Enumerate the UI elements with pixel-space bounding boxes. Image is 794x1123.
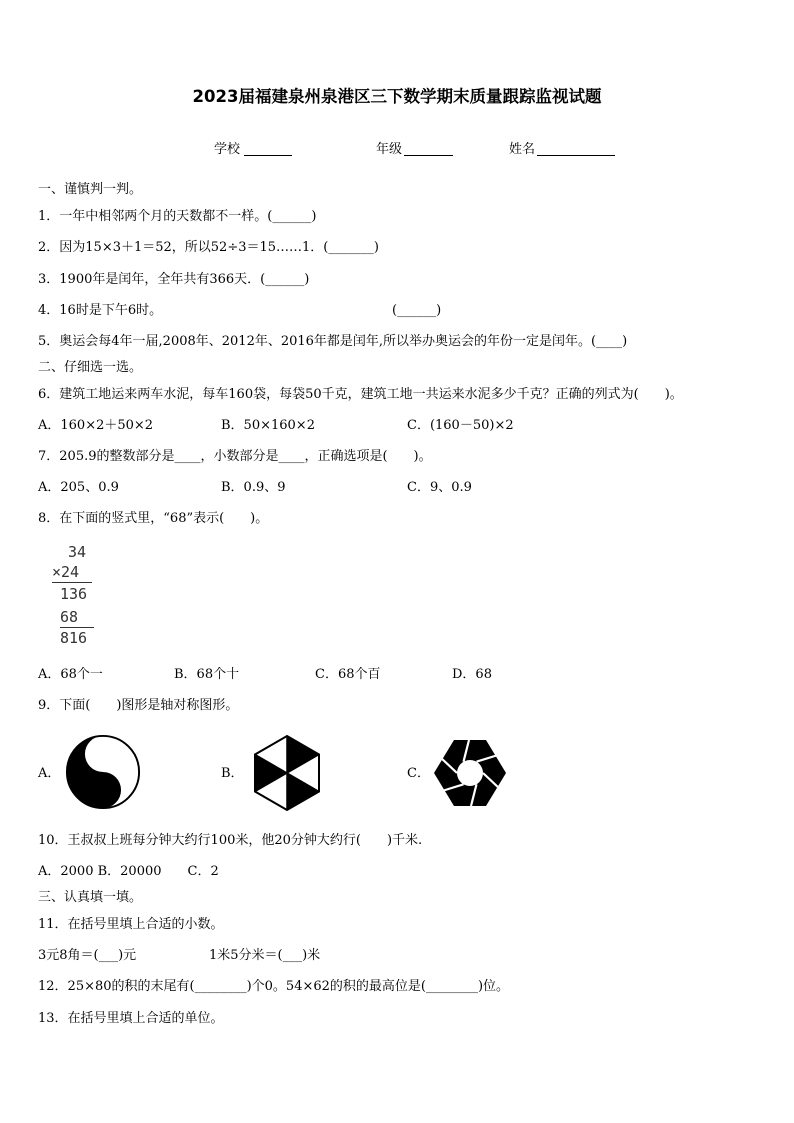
question-8: 8．在下面的竖式里，“68”表示( )。: [38, 511, 269, 526]
vertical-multiplication: [52, 545, 112, 655]
question-11: 11．在括号里填上合适的小数。: [38, 917, 224, 932]
q8-option-b: B．68个十: [174, 667, 240, 682]
school-blank[interactable]: [244, 143, 292, 156]
q7-option-c: C．9、0.9: [407, 480, 472, 495]
grade-label: 年级: [376, 142, 403, 157]
q7-option-a: A．205、0.9: [38, 480, 119, 495]
section-heading-2: 二、仔细选一选。: [38, 360, 143, 375]
question-1: 1．一年中相邻两个月的天数都不一样。(______): [38, 209, 317, 224]
yin-yang-icon: [64, 733, 142, 811]
q11-part-b: 1米5分米＝(___)米: [209, 948, 321, 963]
question-10: 10．王叔叔上班每分钟大约行100米，他20分钟大约行( )千米.: [38, 833, 423, 848]
question-5: 5．奥运会每4年一届,2008年、2012年、2016年都是闰年,所以举办奥运会的年份一定是闰年。(____): [38, 334, 628, 349]
q11-part-a: 3元8角＝(___)元: [38, 948, 137, 963]
q8-option-d: D．68: [452, 667, 492, 682]
final-product: 816: [60, 629, 88, 647]
name-label: 姓名: [509, 142, 536, 157]
question-2: 2．因为15×3＋1＝52，所以52÷3＝15……1．(_______): [38, 240, 379, 255]
q9-option-c-label: C．: [407, 766, 430, 781]
grade-blank[interactable]: [404, 143, 453, 156]
question-13: 13．在括号里填上合适的单位。: [38, 1011, 224, 1026]
school-label: 学校: [214, 142, 241, 157]
question-9: 9．下面( )图形是轴对称图形。: [38, 698, 239, 713]
q6-option-a: A．160×2＋50×2: [38, 418, 154, 433]
hexagon-triangles-icon: [250, 733, 324, 813]
q6-option-c: C．(160－50)×2: [407, 418, 514, 433]
vertical-rule-1: [52, 582, 92, 583]
q8-option-a: A．68个一: [38, 667, 103, 682]
q6-option-b: B．50×160×2: [221, 418, 315, 433]
name-blank[interactable]: [537, 143, 615, 156]
question-12: 12．25×80的积的末尾有(________)个0。54×62的积的最高位是(________)位。: [38, 979, 510, 994]
q9-option-a-label: A．: [38, 766, 61, 781]
section-heading-1: 一、谨慎判一判。: [38, 182, 143, 197]
page-title: 2023届福建泉州泉港区三下数学期末质量跟踪监视试题: [192, 87, 602, 106]
q10-options: A．2000 B．20000 C．2: [38, 864, 219, 879]
partial-product-2: 68: [60, 608, 79, 626]
question-4: 4．16时是下午6时。: [38, 303, 163, 318]
question-7: 7．205.9的整数部分是____，小数部分是____，正确选项是( )。: [38, 449, 432, 464]
multiplier: ×24: [52, 563, 80, 581]
question-3: 3．1900年是闰年，全年共有366天．(______): [38, 272, 310, 287]
aperture-icon: [433, 737, 507, 809]
q8-option-c: C．68个百: [315, 667, 381, 682]
vertical-rule-2: [60, 627, 94, 628]
partial-product-1: 136: [60, 585, 88, 603]
q9-option-b-label: B．: [221, 766, 244, 781]
q7-option-b: B．0.9、9: [221, 480, 286, 495]
section-heading-3: 三、认真填一填。: [38, 890, 143, 905]
multiplicand: 34: [68, 543, 87, 561]
question-4-answer: (______): [392, 303, 442, 318]
question-6: 6．建筑工地运来两车水泥，每车160袋，每袋50千克，建筑工地一共运来水泥多少千克？正确的列式为( )。: [38, 387, 683, 402]
